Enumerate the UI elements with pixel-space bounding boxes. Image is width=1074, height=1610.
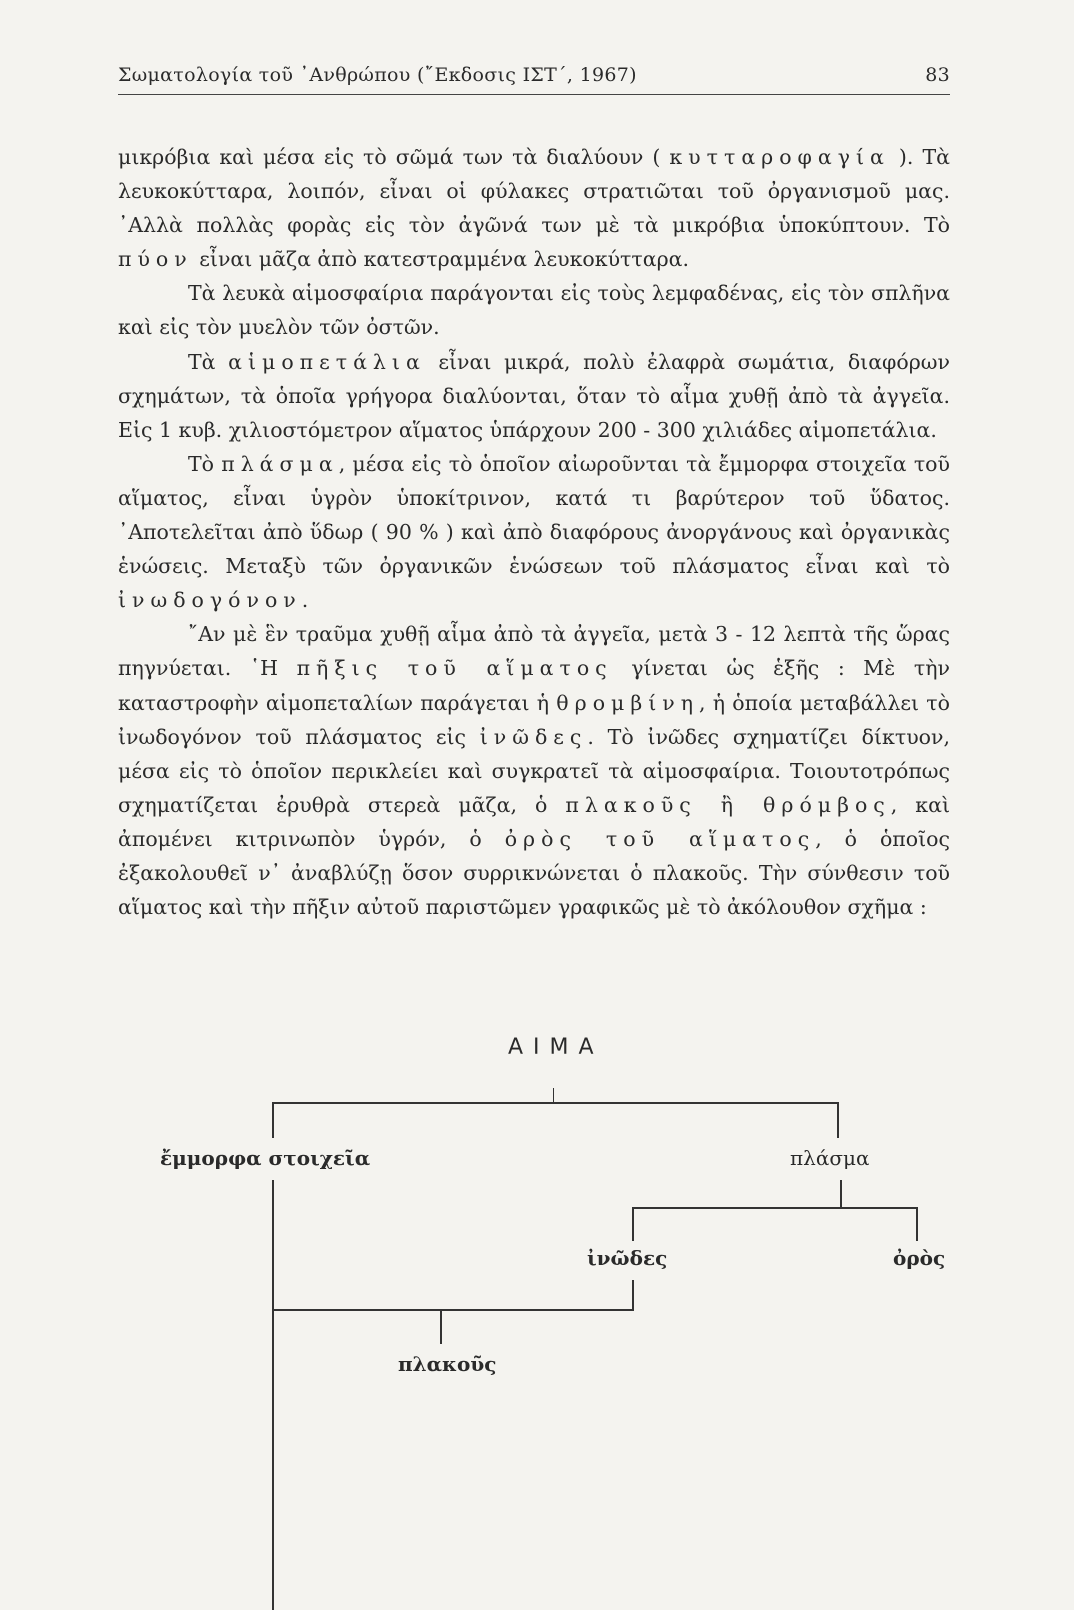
text-run: ῎Αν μὲ ἓν τραῦμα χυθῇ αἷμα ἀπὸ τὰ ἀγγεῖα, μετὰ 3 - 12 λεπτὰ τῆς ὥρας πηγνύεται. ῾Η <box>118 622 950 681</box>
header-title: Σωματολογία τοῦ ᾿Ανθρώπου (῎Εκδοσις ΙΣΤ΄, 1967) <box>118 64 637 86</box>
clot-stem <box>440 1310 442 1344</box>
spaced-term: πῆξις τοῦ αἵματος <box>296 656 613 681</box>
diagram-root-label: ΑΙΜΑ <box>508 1035 604 1060</box>
root-stem <box>553 1088 554 1102</box>
text-run: , καὶ ἀπομένει κιτρινωπὸν ὑγρόν, ὁ <box>118 792 950 851</box>
formed-elements-label: ἔμμορφα στοιχεῖα <box>160 1146 371 1170</box>
text-run: , μέσα εἰς τὸ ὁποῖον αἰωροῦνται τὰ ἔμμορφα στοιχεῖα τοῦ αἵματος, εἶναι ὑγρὸν ὑποκίτρινον, κατά τι βαρύτερον τοῦ ὕδατος. ᾿Αποτελεῖται ἀπὸ ὕδωρ ( 90 % ) καὶ ἀπὸ διαφόρους ἀνοργάνους καὶ ὀργανικὰς ἑνώσεις. Μεταξὺ τῶν ὀργανικῶν ἑνώσεων τοῦ πλάσματος εἶναι καὶ τὸ <box>118 451 950 579</box>
text-run: ). Τὰ λευκοκύτταρα, λοιπόν, εἶναι οἱ φύλακες στρατιῶται τοῦ ὀργανισμοῦ μας. ᾿Αλλὰ πολλὰς φορὰς εἰς τὸν ἀγῶνά των μὲ τὰ μικρόβια ὑποκύπτουν. Τὸ <box>118 145 950 238</box>
text-run: μικρόβια καὶ μέσα εἰς τὸ σῶμά των τὰ διαλύουν ( <box>118 145 661 169</box>
text-run: εἶναι μικρά, πολὺ ἐλαφρὰ σωμάτια, διαφόρων σχημάτων, τὰ ὁποῖα γρήγορα διαλύονται, ὅταν τὸ αἷμα χυθῇ ἀπὸ τὰ ἀγγεῖα. Εἰς 1 κυβ. χιλιοστόμετρον αἵματος ὑπάρχουν 200 - 300 χιλιάδες αἱμοπετάλια. <box>118 349 950 442</box>
text-run: , ἡ ὁποία μεταβάλλει τὸ ἰνωδογόνον τοῦ πλάσματος εἰς <box>118 690 950 749</box>
bottom-bracket <box>272 1309 634 1311</box>
spaced-term: πλάσμα <box>221 451 339 476</box>
plasma-label: πλάσμα <box>790 1146 870 1170</box>
left-tick <box>272 1102 274 1138</box>
text-run: . <box>301 588 309 613</box>
spaced-term: κυτταροφαγία <box>669 145 890 169</box>
serum-tick <box>916 1207 918 1241</box>
fibrin-label: ἰνῶδες <box>587 1246 668 1270</box>
plasma-bracket <box>632 1207 918 1209</box>
text-run: Τὸ <box>188 451 215 476</box>
spaced-term: αἱμοπετάλια <box>228 349 426 374</box>
spaced-term: πύον <box>118 247 193 272</box>
right-tick <box>837 1102 839 1138</box>
paragraph-2: Τὰ λευκὰ αἱμοσφαίρια παράγονται εἰς τοὺς λεμφαδένας, εἰς τὸν σπλῆνα καὶ εἰς τὸν μυελὸν τῶν ὀστῶν. <box>118 281 950 340</box>
page-number: 83 <box>925 64 950 86</box>
top-bracket <box>272 1102 838 1104</box>
spaced-term: πλακοῦς ἢ θρόμβος <box>565 792 891 817</box>
text-run: . Τὸ ἰνῶδες σχηματίζει δίκτυον, μέσα εἰς τὸ ὁποῖον περικλείει καὶ συγκρατεῖ τὰ αἱμοσφαίρια. Τοιουτοτρόπως σχηματίζεται ἐρυθρὰ στερεὰ μᾶζα, ὁ <box>118 724 950 817</box>
text-run: γίνεται ὡς ἑξῆς : Μὲ τὴν καταστροφὴν αἱμοπεταλίων παράγεται ἡ <box>118 656 950 715</box>
spaced-term: ἰνῶδες <box>479 724 588 749</box>
fibrin-vertical <box>632 1280 634 1310</box>
fibrin-tick <box>632 1207 634 1241</box>
plasma-stem <box>840 1180 842 1208</box>
text-run: , ὁ ὁποῖος ἐξακολουθεῖ ν᾿ ἀναβλύζῃ ὅσον συρρικνώνεται ὁ πλακοῦς. Τὴν σύνθεσιν τοῦ αἵματος καὶ τὴν πῆξιν αὐτοῦ παριστῶμεν γραφικῶς μὲ τὸ ἀκόλουθον σχῆμα : <box>118 826 950 920</box>
left-vertical <box>272 1180 274 1610</box>
spaced-term: θρομβίνη <box>556 690 699 715</box>
serum-label: ὀρὸς <box>893 1246 946 1270</box>
text-run: Τὰ <box>188 349 216 374</box>
spaced-term: ἰνωδογόνον <box>118 588 302 613</box>
spaced-term: ὀρὸς τοῦ αἵματος <box>504 826 816 851</box>
clot-label: πλακοῦς <box>398 1352 497 1376</box>
text-run: εἶναι μᾶζα ἀπὸ κατεστραμμένα λευκοκύτταρα. <box>199 247 689 272</box>
